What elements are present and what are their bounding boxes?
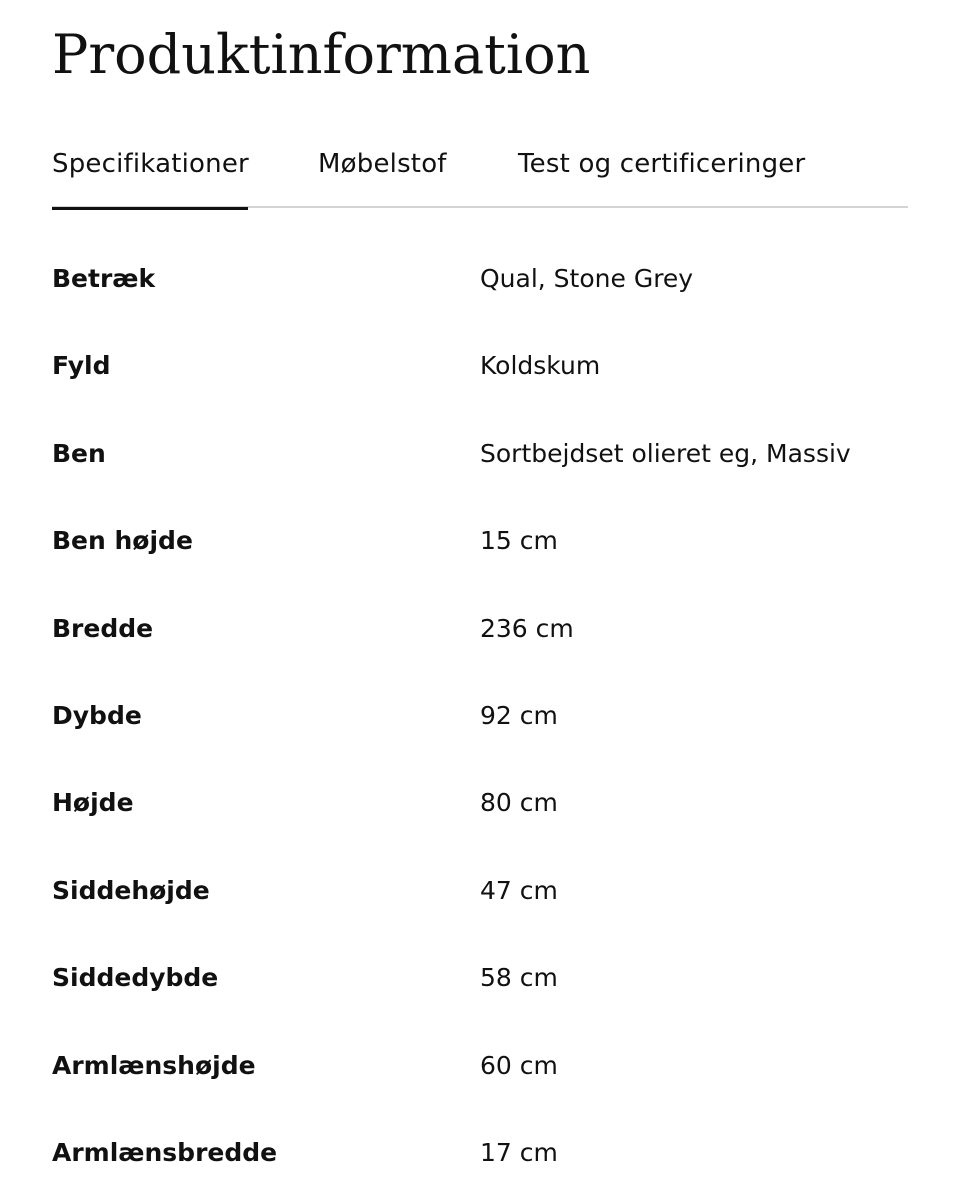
spec-row-ben (52, 410, 908, 497)
spec-label: Fyld (52, 351, 111, 381)
spec-value: 80 cm (480, 788, 558, 818)
spec-value: 58 cm (480, 963, 558, 993)
spec-value: Qual, Stone Grey (480, 264, 694, 293)
spec-row-dybde (52, 672, 908, 759)
spec-label: Siddedybde (52, 963, 219, 993)
spec-value: Koldskum (480, 351, 601, 381)
spec-row-hojde (52, 759, 908, 846)
spec-value: 60 cm (480, 1050, 558, 1080)
spec-label: Betræk (52, 264, 156, 293)
spec-table (52, 235, 908, 1196)
spec-value: 47 cm (480, 875, 558, 905)
tab-specifikationer[interactable]: Specifikationer (52, 136, 248, 208)
spec-label: Siddehøjde (52, 875, 210, 905)
spec-value: Sortbejdset olieret eg, Massiv (480, 438, 851, 468)
spec-value: 92 cm (480, 700, 558, 730)
spec-label: Bredde (52, 613, 154, 643)
page-title: Produktinformation (52, 23, 591, 86)
tab-mobelstof[interactable]: Møbelstof (318, 149, 447, 179)
spec-row-siddehojde (52, 847, 908, 934)
spec-row-ben-hojde (52, 497, 908, 584)
spec-row-armlaenshojde (52, 1022, 908, 1109)
tab-bar (52, 136, 908, 208)
spec-label: Ben højde (52, 526, 193, 556)
spec-row-siddedybde (52, 934, 908, 1021)
spec-label: Armlænsbredde (52, 1137, 278, 1167)
spec-row-bredde (52, 585, 908, 672)
spec-row-armlaensbredde (52, 1109, 908, 1196)
spec-row-betraek (52, 235, 908, 322)
spec-row-fyld (52, 322, 908, 409)
spec-label: Armlænshøjde (52, 1050, 256, 1080)
tab-test-og-certificeringer[interactable]: Test og certificeringer (518, 149, 806, 179)
spec-label: Højde (52, 788, 134, 818)
spec-value: 15 cm (480, 526, 558, 556)
spec-label: Ben (52, 438, 106, 468)
spec-label: Dybde (52, 700, 142, 730)
spec-value: 17 cm (480, 1137, 558, 1167)
spec-value: 236 cm (480, 613, 574, 643)
